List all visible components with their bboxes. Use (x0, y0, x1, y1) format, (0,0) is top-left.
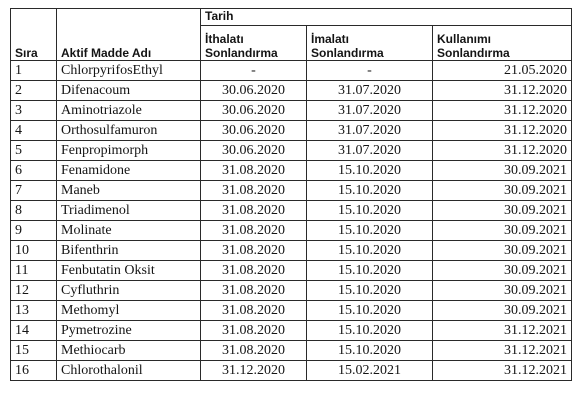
header-row-group (11, 9, 572, 26)
row-number: 2 (11, 81, 57, 101)
table-row (11, 201, 572, 221)
table-row (11, 361, 572, 381)
column-header-aktif-madde: Aktif Madde Adı (57, 9, 201, 61)
manufacture-end-date: 15.10.2020 (307, 321, 433, 341)
row-number: 12 (11, 281, 57, 301)
table-row (11, 321, 572, 341)
manufacture-end-date: 15.10.2020 (307, 341, 433, 361)
import-end-date: 31.08.2020 (201, 221, 307, 241)
usage-end-date: 31.12.2020 (433, 101, 572, 121)
column-header-imalati-line1: İmalatı (311, 32, 350, 46)
manufacture-end-date: 15.10.2020 (307, 301, 433, 321)
manufacture-end-date: 31.07.2020 (307, 121, 433, 141)
manufacture-end-date: 15.10.2020 (307, 221, 433, 241)
import-end-date: 30.06.2020 (201, 101, 307, 121)
column-header-ithalati-line2: Sonlandırma (205, 46, 278, 60)
row-number: 15 (11, 341, 57, 361)
row-number: 9 (11, 221, 57, 241)
table-row (11, 61, 572, 81)
row-number: 8 (11, 201, 57, 221)
import-end-date: 31.08.2020 (201, 261, 307, 281)
usage-end-date: 30.09.2021 (433, 221, 572, 241)
row-number: 6 (11, 161, 57, 181)
row-number: 11 (11, 261, 57, 281)
active-ingredient-name: Maneb (57, 181, 201, 201)
table-row (11, 241, 572, 261)
usage-end-date: 31.12.2020 (433, 141, 572, 161)
manufacture-end-date: 15.10.2020 (307, 181, 433, 201)
active-ingredient-name: Fenbutatin Oksit (57, 261, 201, 281)
import-end-date: 31.08.2020 (201, 321, 307, 341)
document-page (10, 8, 572, 381)
active-ingredient-name: Molinate (57, 221, 201, 241)
table-row (11, 81, 572, 101)
import-end-date: - (201, 61, 307, 81)
active-ingredient-name: Chlorothalonil (57, 361, 201, 381)
table-row (11, 101, 572, 121)
row-number: 14 (11, 321, 57, 341)
active-ingredient-name: Cyfluthrin (57, 281, 201, 301)
table-row (11, 281, 572, 301)
column-header-imalati-line2: Sonlandırma (311, 46, 384, 60)
active-ingredient-name: Difenacoum (57, 81, 201, 101)
usage-end-date: 30.09.2021 (433, 281, 572, 301)
manufacture-end-date: 15.10.2020 (307, 281, 433, 301)
usage-end-date: 30.09.2021 (433, 241, 572, 261)
table-row (11, 221, 572, 241)
column-header-ithalati (201, 26, 307, 61)
import-end-date: 31.08.2020 (201, 241, 307, 261)
import-end-date: 31.08.2020 (201, 201, 307, 221)
table-row (11, 261, 572, 281)
usage-end-date: 31.12.2020 (433, 81, 572, 101)
row-number: 5 (11, 141, 57, 161)
usage-end-date: 31.12.2021 (433, 321, 572, 341)
row-number: 3 (11, 101, 57, 121)
column-header-ithalati-line1: İthalatı (205, 32, 244, 46)
table-row (11, 181, 572, 201)
table-row (11, 121, 572, 141)
active-ingredient-name: Triadimenol (57, 201, 201, 221)
active-ingredient-name: Methomyl (57, 301, 201, 321)
row-number: 1 (11, 61, 57, 81)
usage-end-date: 31.12.2021 (433, 361, 572, 381)
import-end-date: 31.08.2020 (201, 281, 307, 301)
active-ingredient-name: Methiocarb (57, 341, 201, 361)
import-end-date: 30.06.2020 (201, 141, 307, 161)
manufacture-end-date: - (307, 61, 433, 81)
manufacture-end-date: 31.07.2020 (307, 81, 433, 101)
usage-end-date: 21.05.2020 (433, 61, 572, 81)
manufacture-end-date: 15.02.2021 (307, 361, 433, 381)
column-header-kullanimi (433, 26, 572, 61)
row-number: 10 (11, 241, 57, 261)
active-ingredient-name: Orthosulfamuron (57, 121, 201, 141)
import-end-date: 31.08.2020 (201, 181, 307, 201)
active-ingredient-name: Fenamidone (57, 161, 201, 181)
row-number: 4 (11, 121, 57, 141)
usage-end-date: 31.12.2021 (433, 341, 572, 361)
manufacture-end-date: 15.10.2020 (307, 161, 433, 181)
column-header-imalati (307, 26, 433, 61)
table-row (11, 141, 572, 161)
usage-end-date: 30.09.2021 (433, 261, 572, 281)
usage-end-date: 30.09.2021 (433, 201, 572, 221)
manufacture-end-date: 31.07.2020 (307, 141, 433, 161)
usage-end-date: 30.09.2021 (433, 181, 572, 201)
active-ingredient-name: Bifenthrin (57, 241, 201, 261)
column-group-header-tarih: Tarih (201, 9, 572, 26)
active-ingredient-name: Pymetrozine (57, 321, 201, 341)
import-end-date: 30.06.2020 (201, 121, 307, 141)
usage-end-date: 30.09.2021 (433, 301, 572, 321)
manufacture-end-date: 15.10.2020 (307, 261, 433, 281)
manufacture-end-date: 31.07.2020 (307, 101, 433, 121)
row-number: 13 (11, 301, 57, 321)
table-row (11, 161, 572, 181)
import-end-date: 31.08.2020 (201, 161, 307, 181)
row-number: 16 (11, 361, 57, 381)
active-ingredient-name: ChlorpyrifosEthyl (57, 61, 201, 81)
column-header-kullanimi-line1: Kullanımı (437, 32, 492, 46)
active-ingredient-table (10, 8, 572, 381)
usage-end-date: 30.09.2021 (433, 161, 572, 181)
import-end-date: 31.08.2020 (201, 341, 307, 361)
table-row (11, 301, 572, 321)
import-end-date: 30.06.2020 (201, 81, 307, 101)
usage-end-date: 31.12.2020 (433, 121, 572, 141)
active-ingredient-name: Aminotriazole (57, 101, 201, 121)
column-header-sira: Sıra (11, 9, 57, 61)
column-header-kullanimi-line2: Sonlandırma (437, 46, 510, 60)
table-row (11, 341, 572, 361)
manufacture-end-date: 15.10.2020 (307, 241, 433, 261)
manufacture-end-date: 15.10.2020 (307, 201, 433, 221)
row-number: 7 (11, 181, 57, 201)
import-end-date: 31.08.2020 (201, 301, 307, 321)
import-end-date: 31.12.2020 (201, 361, 307, 381)
active-ingredient-name: Fenpropimorph (57, 141, 201, 161)
